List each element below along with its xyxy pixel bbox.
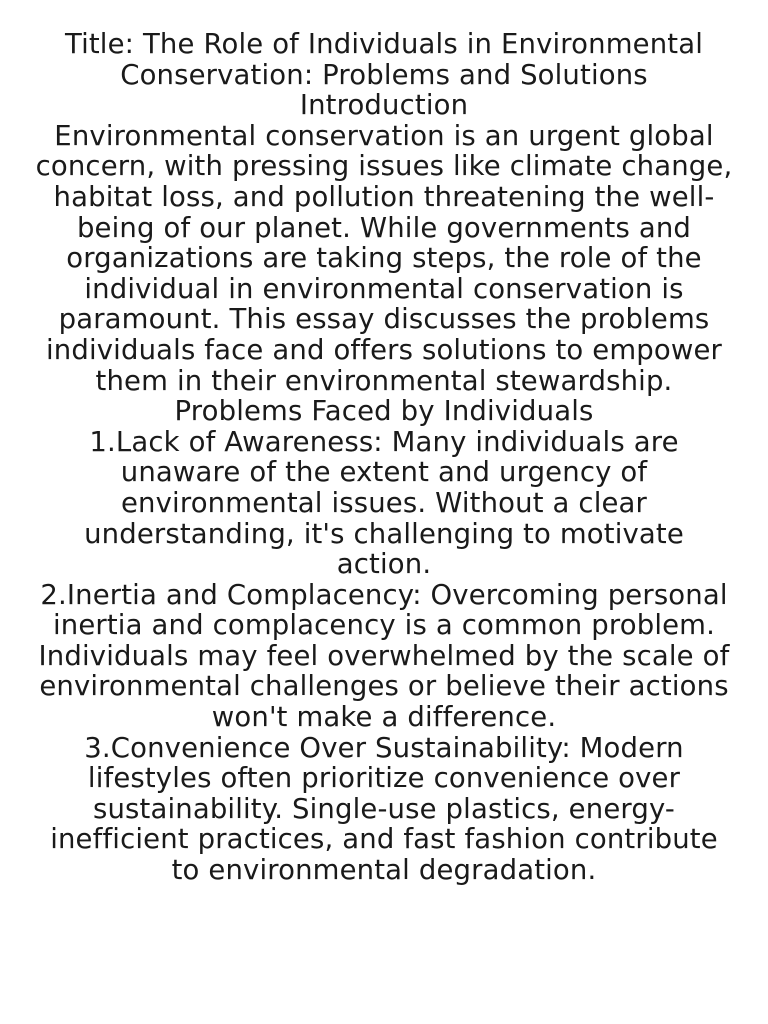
introduction-heading: Introduction (299, 89, 469, 122)
problem-item-awareness: 1.Lack of Awareness: Many individuals are unaware of the extent and urgency of environmental issues. Without a clear understanding, it's challenging to motivate action. (84, 425, 684, 581)
problem-item-inertia: 2.Inertia and Complacency: Overcoming personal inertia and complacency is a common problem. Individuals may feel overwhelmed by the scale of environmental challenges or believe their actions won't make a difference. (38, 578, 730, 734)
introduction-paragraph: Environmental conservation is an urgent global concern, with pressing issues like climate change, habitat loss, and pollution threatening the well-being of our planet. While governments and organizations are taking steps, the role of the individual in environmental conservation is paramount. This essay discusses the problems individuals face and offers solutions to empower them in their environmental stewardship. (35, 119, 733, 397)
problem-item-convenience: 3.Convenience Over Sustainability: Modern lifestyles often prioritize convenience over sustainability. Single-use plastics, energy-inefficient practices, and fast fashion contribute to environmental degradation. (50, 731, 718, 887)
document-title: Title: The Role of Individuals in Environmental Conservation: Problems and Solutions (64, 28, 704, 91)
document-body (34, 29, 734, 886)
problems-heading: Problems Faced by Individuals (174, 395, 594, 428)
